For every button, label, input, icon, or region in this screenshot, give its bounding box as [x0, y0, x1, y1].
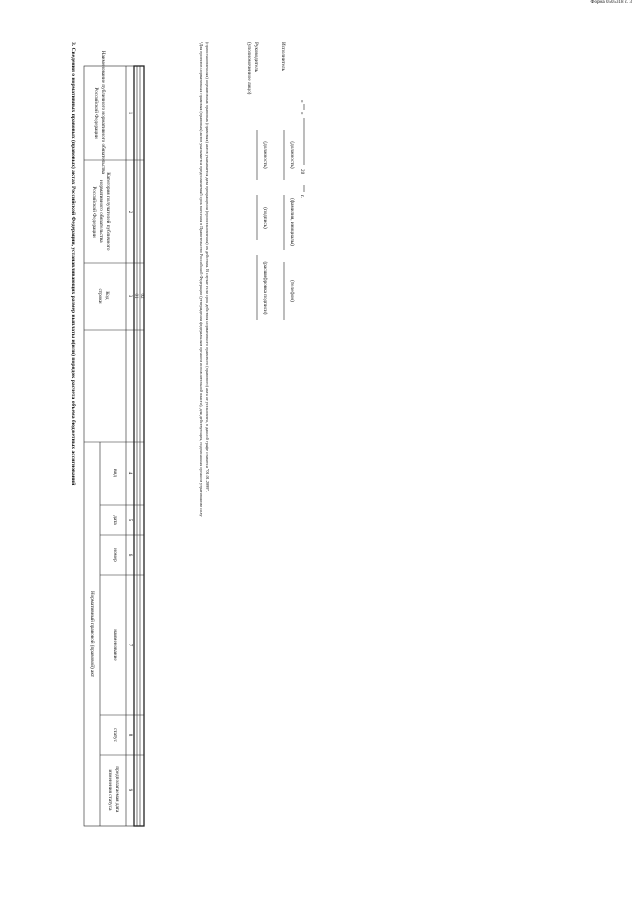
- date-open-quote: «: [299, 100, 305, 103]
- date-suffix: г.: [299, 195, 305, 198]
- executor-fio-caption: (фамилия, инициалы): [289, 198, 295, 246]
- section-title: 3. Сведения о нормативных правовых (правовых) актах Российской Федерации, устанавливающих размер выплаты и(или) порядок расчета объема бюджетных ассигнований: [70, 42, 76, 486]
- col-number: 4: [127, 471, 132, 475]
- header-name: Наименование публичного нормативного обязательства Российской Федерации: [93, 50, 106, 174]
- footnote-line: ¹Для проектов нормативных правовых (правовых) актов указывается предполагаемый срок внесения в Правительство Российской Федерации (утверждения федеральным органом исполнительной власти), для действующих, подписанных органом утратившими силу: [199, 42, 204, 517]
- header-kind: вид: [112, 469, 118, 477]
- header-status-date: предполагаемая дата изменения статуса: [107, 766, 120, 813]
- footnote-mark: ¹: [199, 42, 204, 44]
- head-label: Руководитель (уполномоченное лицо): [246, 42, 259, 95]
- table-grid: [84, 66, 144, 826]
- form-code: Форма 0505318 с. 3: [590, 0, 632, 5]
- col-number: 7: [127, 643, 132, 647]
- header-title: наименование: [112, 629, 118, 661]
- col-number: 1: [127, 111, 132, 115]
- col-number: 6: [127, 553, 132, 557]
- header-act: Нормативный правовой (правовой) акт: [89, 590, 95, 678]
- head-position-caption: (должность): [262, 141, 268, 169]
- column-numbers: [127, 112, 132, 792]
- row-code: 02: [139, 293, 144, 299]
- header-status: статус: [112, 728, 118, 742]
- head-transcript-caption: (расшифровка подписи): [262, 261, 268, 315]
- header-number: номер: [112, 548, 118, 562]
- col-number: 3: [127, 294, 132, 298]
- header-date: дата: [112, 515, 118, 525]
- header-code: Код строки: [97, 288, 110, 304]
- executor-phone-caption: (телефон): [289, 280, 295, 302]
- col-number: 5: [127, 518, 132, 522]
- head-signature-caption: (подпись): [262, 207, 268, 229]
- executor-position-caption: (должность): [289, 141, 295, 169]
- col-number: 8: [127, 733, 132, 737]
- executor-label: Исполнитель: [280, 42, 286, 72]
- row-code: 01: [133, 293, 138, 299]
- signatures: [246, 42, 305, 315]
- footnote-line: (приостановленных) нормативных правовых (правовых) актов указывается дата прекращения (приостановления) их действия. В случае если срок действия нормативного правового (правового) акта не установлен, в данной графе ставится "01.01.2099".: [205, 42, 210, 493]
- date-close-quote: »: [299, 112, 305, 115]
- col-number: 2: [127, 210, 132, 214]
- date-year: 20: [299, 169, 305, 175]
- footnote: [198, 42, 210, 517]
- header-category: Категория получателей публичного нормативного обязательства Российской Федерации: [91, 172, 111, 251]
- col-number: 9: [127, 788, 132, 792]
